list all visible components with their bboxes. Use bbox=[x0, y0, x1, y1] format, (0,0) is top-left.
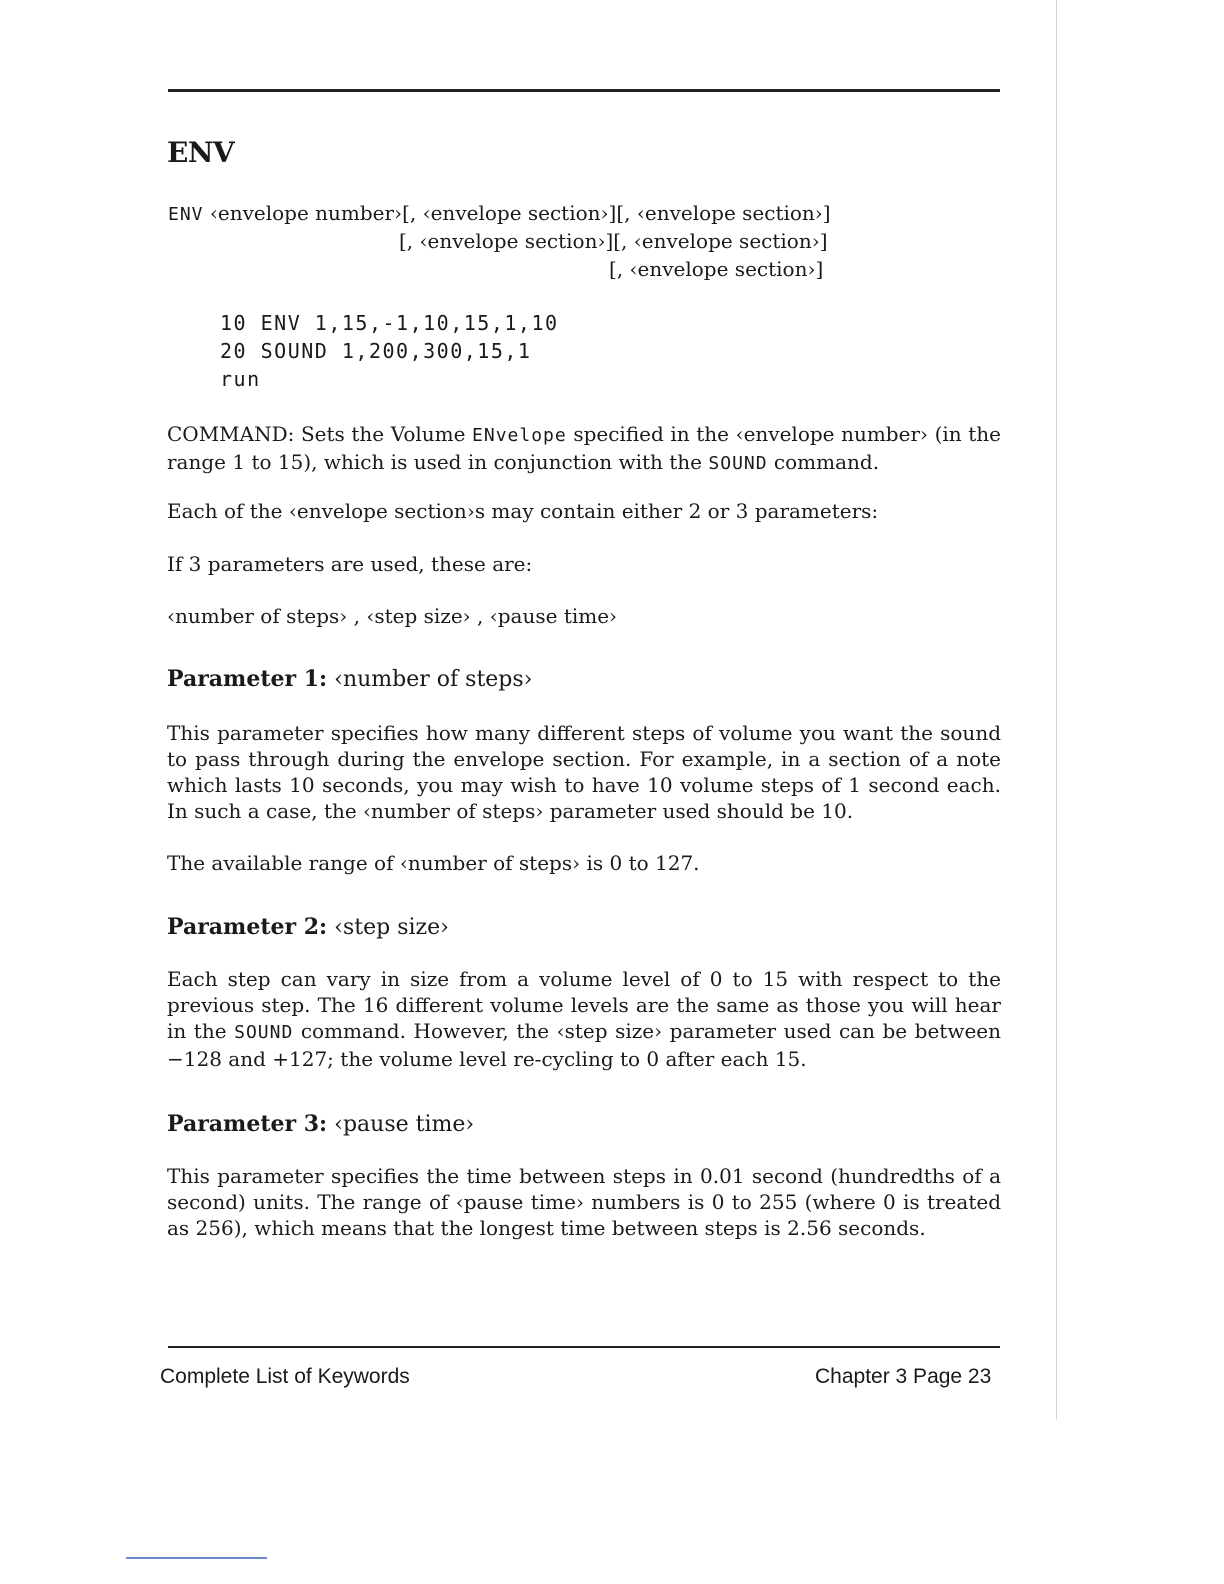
syntax-line-1 bbox=[168, 201, 831, 225]
code-line: 10 ENV 1,15,-1,10,15,1,10 bbox=[220, 311, 559, 335]
param1-range: The available range of ‹number of steps› is 0 to 127. bbox=[167, 851, 700, 875]
heading-label: Parameter 1: bbox=[167, 666, 328, 692]
code-line: run bbox=[220, 367, 261, 391]
scan-mark bbox=[126, 1557, 267, 1559]
heading-label: Parameter 3: bbox=[167, 1111, 328, 1137]
text-run: command. bbox=[767, 450, 880, 474]
syntax-line-2: [, ‹envelope section›][, ‹envelope section›] bbox=[399, 229, 828, 253]
keyword-sound: SOUND bbox=[708, 453, 768, 474]
param2-heading bbox=[167, 914, 449, 940]
keyword-envelope: ENvelope bbox=[472, 425, 567, 446]
text-run: Each step can vary in size from a volume level of 0 to 15 with respect to the previous step. The 16 different volume levels are the same as those you will hear in the bbox=[167, 967, 1001, 1043]
param2-body bbox=[167, 966, 1001, 1072]
param3-heading bbox=[167, 1111, 474, 1137]
param1-body: This parameter specifies how many different steps of volume you want the sound to pass through during the envelope section. For example, in a section of a note which lasts 10 seconds, you may wish to have 10 volume steps of 1 second each. In such a case, the ‹number of steps› parameter used should be 10. bbox=[167, 721, 1001, 823]
text-run: command. However, the ‹step size› parameter used can be between −128 and +127; the volume level re-cycling to 0 after each 15. bbox=[167, 1019, 1002, 1071]
param1-heading bbox=[167, 666, 532, 692]
text-run: specified in the ‹envelope number› (in the range 1 to 15), which is used in conjunction with the bbox=[167, 422, 1002, 474]
bottom-rule bbox=[168, 1346, 1000, 1348]
footer-page-number: Chapter 3 Page 23 bbox=[815, 1365, 992, 1388]
code-line: 20 SOUND 1,200,300,15,1 bbox=[220, 339, 532, 363]
page-title: ENV bbox=[167, 136, 235, 169]
command-description bbox=[167, 421, 1001, 477]
footer-section-title: Complete List of Keywords bbox=[160, 1365, 410, 1388]
param3-body: This parameter specifies the time between steps in 0.01 second (hundredths of a second) units. The range of ‹pause time› numbers is 0 to 255 (where 0 is treated as 256), which means that the longest time between steps is 2.56 seconds. bbox=[167, 1164, 1001, 1240]
syntax-args-1: ‹envelope number›[, ‹envelope section›][, ‹envelope section›] bbox=[203, 201, 831, 225]
heading-name: ‹number of steps› bbox=[327, 667, 533, 692]
code-example bbox=[220, 309, 559, 393]
text-run: COMMAND: Sets the Volume bbox=[167, 422, 473, 446]
heading-label: Parameter 2: bbox=[167, 914, 328, 940]
syntax-line-3: [, ‹envelope section›] bbox=[609, 257, 824, 281]
keyword-sound: SOUND bbox=[234, 1022, 294, 1043]
syntax-keyword: ENV bbox=[168, 204, 204, 225]
three-params-paragraph: If 3 parameters are used, these are: bbox=[167, 552, 533, 576]
top-rule bbox=[168, 89, 1000, 92]
sections-paragraph: Each of the ‹envelope section›s may contain either 2 or 3 parameters: bbox=[167, 499, 879, 523]
heading-name: ‹pause time› bbox=[327, 1112, 475, 1137]
params-list: ‹number of steps› , ‹step size› , ‹pause time› bbox=[167, 604, 618, 628]
page-edge-line bbox=[1056, 0, 1057, 1420]
heading-name: ‹step size› bbox=[327, 915, 449, 940]
